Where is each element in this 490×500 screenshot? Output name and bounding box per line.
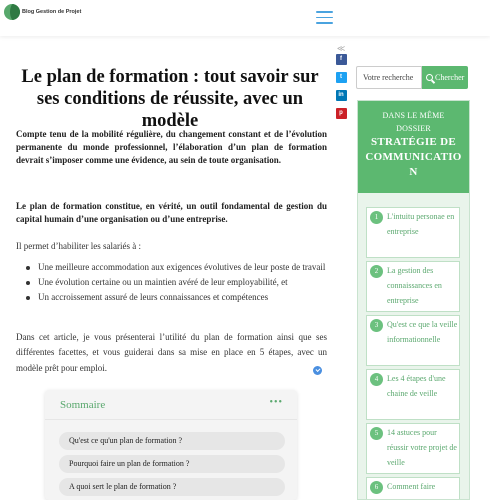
verified-badge-icon: [313, 366, 322, 375]
article-paragraph: Il permet d’habiliter les salariés à :: [16, 241, 141, 251]
article-intro: Compte tenu de la mobilité régulière, du changement constant et de l’évolution permanente du monde professionnel, l’élaboration d’un plan de formation devrait s’imposer comme une évidence, au sein de toute organisation.: [16, 129, 327, 166]
item-number: 1: [370, 211, 383, 224]
table-of-contents: [45, 390, 297, 500]
list-item: Une évolution certaine ou un maintien avéré de leur employabilité, et: [16, 276, 327, 289]
toc-menu-icon[interactable]: •••: [269, 397, 283, 408]
search-icon: [426, 74, 433, 81]
related-item-label: L'intuitu personae en entreprise: [387, 212, 455, 236]
article-title: Le plan de formation : tout savoir sur ses conditions de réussite, avec un modèle: [21, 67, 319, 131]
logo-text: Blog Gestion de Projet: [22, 9, 82, 15]
list-item: Un accroissement assuré de leurs connaissances et compétences: [16, 291, 327, 304]
related-title: [358, 135, 469, 180]
search-input[interactable]: [356, 66, 422, 89]
related-item[interactable]: [366, 207, 460, 258]
item-number: 6: [370, 481, 383, 494]
article-paragraph: Le plan de formation constitue, en vérité, un outil fondamental de gestion du capital humain d’une organisation ou d’une entreprise.: [16, 201, 327, 225]
share-bar: [334, 44, 348, 126]
related-item-label: 14 astuces pour réussir votre projet de veille: [387, 428, 457, 467]
related-title-line: STRATÉGIE DE: [370, 136, 456, 148]
article-paragraph: Dans cet article, je vous présenterai l’utilité du plan de formation ainsi que ses différentes facettes, et vous guiderai dans sa mise en place en 5 étapes, avec un modèle prêt pour emploi.: [16, 332, 327, 373]
item-number: 4: [370, 373, 383, 386]
related-item[interactable]: [366, 369, 460, 420]
search-button[interactable]: [422, 66, 468, 89]
twitter-icon[interactable]: t: [336, 72, 347, 83]
search-button-label: Chercher: [435, 73, 465, 82]
related-articles-panel: [357, 100, 470, 500]
related-item[interactable]: [366, 423, 460, 474]
related-title-line: COMMUNICATIO: [365, 151, 462, 163]
related-item[interactable]: [366, 315, 460, 366]
related-title-line: N: [409, 166, 418, 178]
related-item[interactable]: [366, 477, 460, 499]
related-subtitle-line: DOSSIER: [396, 124, 431, 133]
logo-icon: [4, 4, 20, 20]
toc-item[interactable]: Qu'est ce qu'un plan de formation ?: [59, 432, 285, 450]
site-header: [0, 0, 490, 36]
related-item-label: La gestion des connaissances en entreprise: [387, 266, 442, 305]
related-item[interactable]: [366, 261, 460, 312]
related-item-label: Qu'est ce que la veille informationnelle: [387, 320, 458, 344]
related-item-label: Comment faire: [387, 482, 436, 491]
related-subtitle: [358, 101, 469, 135]
item-number: 3: [370, 319, 383, 332]
toc-item[interactable]: Pourquoi faire un plan de formation ?: [59, 455, 285, 473]
list-item: Une meilleure accommodation aux exigences évolutives de leur poste de travail: [16, 261, 327, 274]
hamburger-menu-icon[interactable]: [316, 11, 333, 24]
related-subtitle-line: DANS LE MÊME: [382, 111, 445, 120]
toc-item[interactable]: A quoi sert le plan de formation ?: [59, 478, 285, 496]
toc-header: [45, 390, 297, 420]
facebook-icon[interactable]: f: [336, 54, 347, 65]
item-number: 5: [370, 427, 383, 440]
pinterest-icon[interactable]: p: [336, 108, 347, 119]
toc-title: Sommaire: [60, 399, 106, 411]
benefits-list: [16, 261, 327, 306]
related-item-label: Les 4 étapes d'une chaine de veille: [387, 374, 446, 398]
site-logo[interactable]: [4, 4, 81, 20]
linkedin-icon[interactable]: in: [336, 90, 347, 101]
item-number: 2: [370, 265, 383, 278]
share-icon: ≪: [336, 44, 346, 53]
related-header: [358, 101, 469, 193]
